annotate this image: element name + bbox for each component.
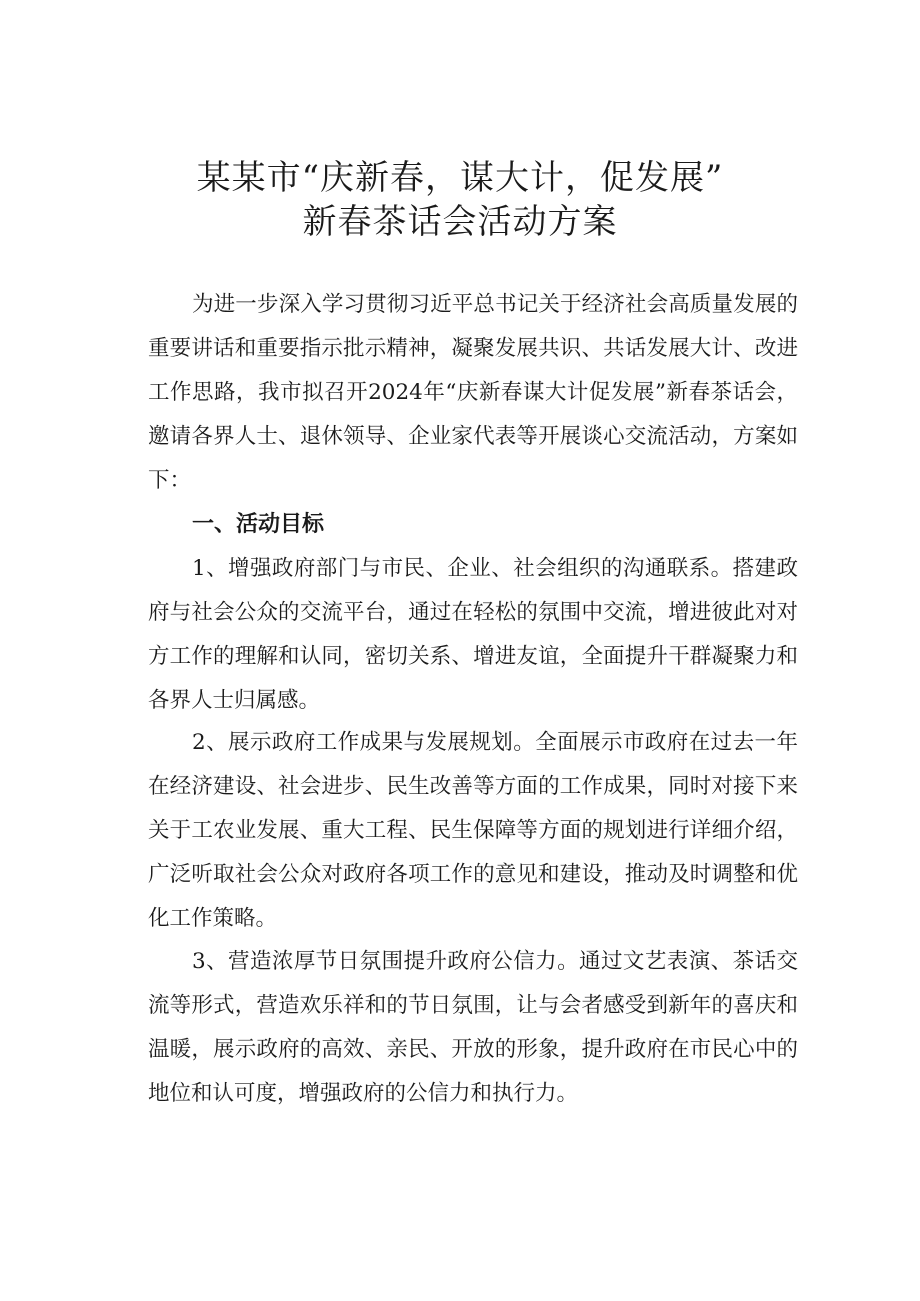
goal-item-3: 3、营造浓厚节日氛围提升政府公信力。通过文艺表演、茶话交流等形式，营造欢乐祥和的节日氛围，让与会者感受到新年的喜庆和温暖，展示政府的高效、亲民、开放的形象，提升政府在市民心中的地位和认可度，增强政府的公信力和执行力。 <box>148 949 798 1106</box>
section-heading-goals: 一、活动目标 <box>192 512 325 537</box>
intro-paragraph: 为进一步深入学习贯彻习近平总书记关于经济社会高质量发展的重要讲话和重要指示批示精神，凝聚发展共识、共话发展大计、改进工作思路，我市拟召开2024年“庆新春谋大计促发展”新春茶话会，邀请各界人士、退休领导、企业家代表等开展谈心交流活动，方案如下： <box>148 292 798 493</box>
goal-item-1: 1、增强政府部门与市民、企业、社会组织的沟通联系。搭建政府与社会公众的交流平台，通过在轻松的氛围中交流，增进彼此对对方工作的理解和认同，密切关系、增进友谊，全面提升干群凝聚力和各界人士归属感。 <box>148 556 798 713</box>
document-title-line-2: 新春茶话会活动方案 <box>302 202 618 242</box>
goal-item-2: 2、展示政府工作成果与发展规划。全面展示市政府在过去一年在经济建设、社会进步、民生改善等方面的工作成果，同时对接下来关于工农业发展、重大工程、民生保障等方面的规划进行详细介绍，广泛听取社会公众对政府各项工作的意见和建设，推动及时调整和优化工作策略。 <box>148 730 798 931</box>
document-title-line-1: 某某市“庆新春，谋大计，促发展” <box>196 158 724 198</box>
